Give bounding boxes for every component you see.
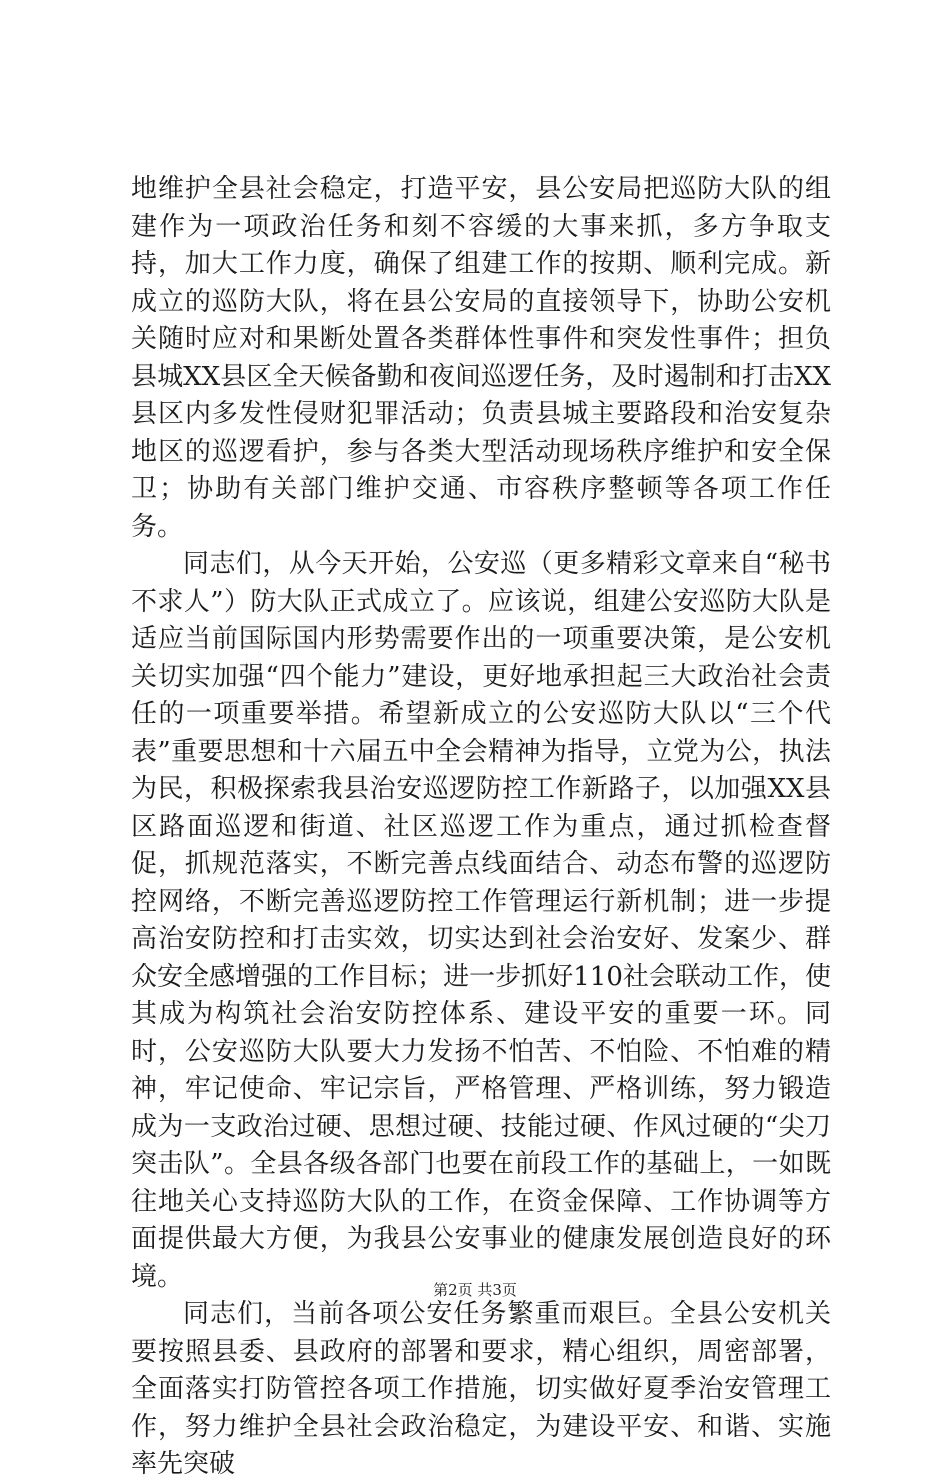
paragraph-3: 同志们，当前各项公安任务繁重而艰巨。全县公安机关要按照县委、县政府的部署和要求，精心组织，周密部署，全面落实打防管控各项工作措施，切实做好夏季治安管理工作，努力维护全县社会政治稳定，为建设平安、和谐、实施率先突破 <box>131 1299 831 1479</box>
page-number-footer: 第2页 共3页 <box>433 1281 517 1299</box>
paragraph-1: 地维护全县社会稳定，打造平安，县公安局把巡防大队的组建作为一项政治任务和刻不容缓的大事来抓，多方争取支持，加大工作力度，确保了组建工作的按期、顺利完成。新成立的巡防大队，将在县公安局的直接领导下，协助公安机关随时应对和果断处置各类群体性事件和突发性事件；担负县城XX县区全天候备勤和夜间巡逻任务，及时遏制和打击XX县区内多发性侵财犯罪活动；负责县城主要路段和治安复杂地区的巡逻看护，参与各类大型活动现场秩序维护和安全保卫；协助有关部门维护交通、市容秩序整顿等各项工作任务。 <box>131 174 831 542</box>
paragraph-2: 同志们，从今天开始，公安巡（更多精彩文章来自“秘书不求人”）防大队正式成立了。应该说，组建公安巡防大队是适应当前国际国内形势需要作出的一项重要决策，是公安机关切实加强“四个能力”建设，更好地承担起三大政治社会责任的一项重要举措。希望新成立的公安巡防大队以“三个代表”重要思想和十六届五中全会精神为指导，立党为公，执法为民，积极探索我县治安巡逻防控工作新路子，以加强XX县区路面巡逻和街道、社区巡逻工作为重点，通过抓检查督促，抓规范落实，不断完善点线面结合、动态布警的巡逻防控网络，不断完善巡逻防控工作管理运行新机制；进一步提高治安防控和打击实效，切实达到社会治安好、发案少、群众安全感增强的工作目标；进一步抓好110社会联动工作，使其成为构筑社会治安防控体系、建设平安的重要一环。同时，公安巡防大队要大力发扬不怕苦、不怕险、不怕难的精神，牢记使命、牢记宗旨，严格管理、严格训练，努力锻造成为一支政治过硬、思想过硬、技能过硬、作风过硬的“尖刀突击队”。全县各级各部门也要在前段工作的基础上，一如既往地关心支持巡防大队的工作，在资金保障、工作协调等方面提供最大方便，为我县公安事业的健康发展创造良好的环境。 <box>131 549 831 1292</box>
